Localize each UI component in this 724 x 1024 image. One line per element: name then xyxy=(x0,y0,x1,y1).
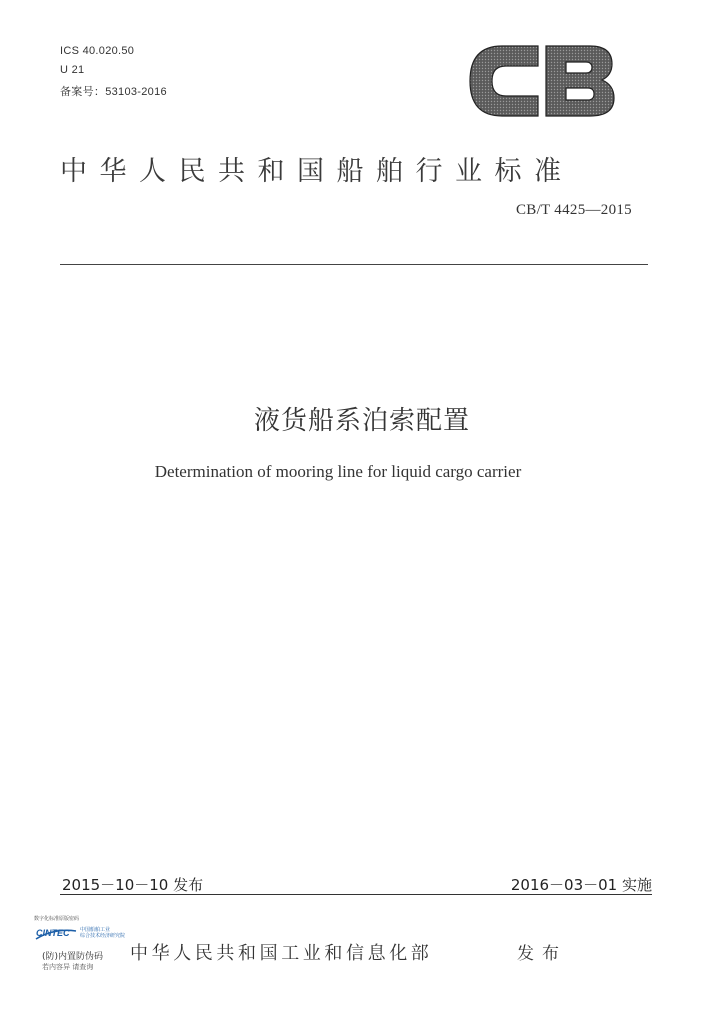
anti-counterfeit-stamp xyxy=(30,912,126,976)
ics-code: ICS 40.020.50 xyxy=(60,45,135,57)
organization-title: 中华人民共和国船舶行业标准 xyxy=(60,156,574,187)
standard-number: CB/T 4425—2015 xyxy=(515,202,632,218)
footer-divider xyxy=(60,894,652,895)
stamp-brand-line: 中国船舶工业 xyxy=(80,927,111,933)
stamp-brand-text xyxy=(80,927,125,939)
stamp-line-2: 若内容异 请查询 xyxy=(42,963,94,971)
stamp-line-1: (防)内置防伪码 xyxy=(42,952,104,962)
document-title-cn: 液货船系泊索配置 xyxy=(253,406,470,436)
stamp-top-text: 数字化标准原版密码 xyxy=(34,916,80,922)
implementation-date: 2016－03－01 实施 xyxy=(510,876,652,894)
issue-date: 2015－10－10 发布 xyxy=(62,876,204,894)
record-number: 备案号：53103-2016 xyxy=(60,86,167,98)
classification-code: U 21 xyxy=(60,64,85,76)
stamp-brand-line: 综合技术经济研究院 xyxy=(80,933,126,939)
document-title-en: Determination of mooring line for liquid cargo carrier xyxy=(154,462,522,481)
publisher-name: 中华人民共和国工业和信息化部 xyxy=(130,943,433,964)
publish-label: 发布 xyxy=(517,944,567,964)
stamp-logo-text: CINTEC xyxy=(36,928,70,938)
header-divider xyxy=(60,264,648,265)
cb-logo-icon xyxy=(466,40,616,122)
